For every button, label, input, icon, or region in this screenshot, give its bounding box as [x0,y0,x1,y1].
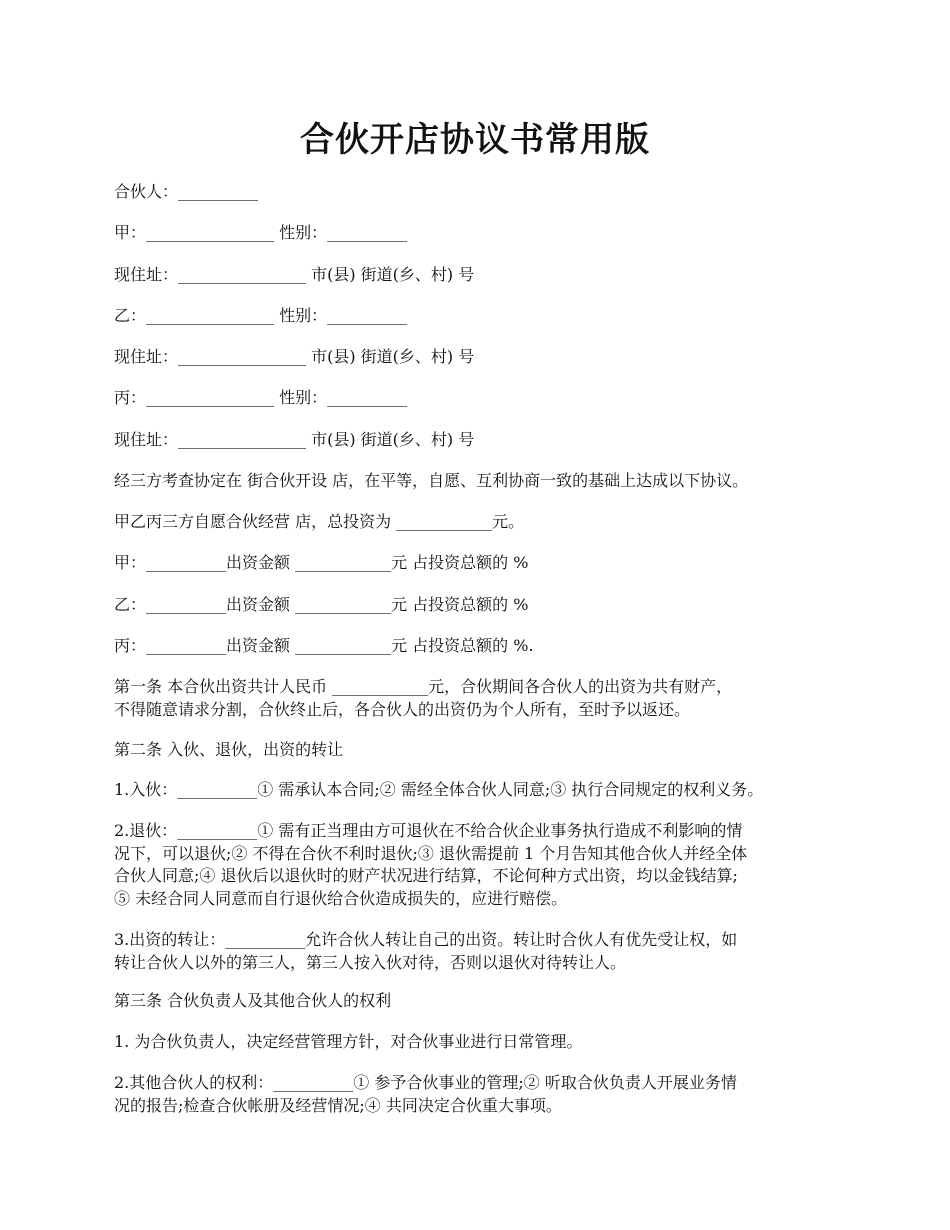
partners-line: 合伙人：__________ [114,182,259,201]
party-c-address: 现住址：________________ 市(县) 街道(乡、村) 号 [114,430,475,449]
document-title: 合伙开店协议书常用版 [300,120,650,160]
party-a-address: 现住址：________________ 市(县) 街道(乡、村) 号 [114,265,475,284]
article-3-heading: 第三条 合伙负责人及其他合伙人的权利 [114,991,392,1010]
party-c-investment: 丙：__________出资金额 ____________元 占投资总额的 %. [114,636,534,655]
article-2-heading: 第二条 入伙、退伙，出资的转让 [114,740,344,759]
party-b-address: 现住址：________________ 市(县) 街道(乡、村) 号 [114,347,475,366]
party-a-line: 甲：________________ 性别：__________ [114,223,408,242]
party-b-line: 乙：________________ 性别：__________ [114,306,408,325]
investment-total: 甲乙丙三方自愿合伙经营 店，总投资为 ____________元。 [114,512,525,531]
party-a-investment: 甲：__________出资金额 ____________元 占投资总额的 % [114,553,529,572]
article-2-transfer: 3.出资的转让：__________允许合伙人转让自己的出资。转让时合伙人有优先受让权，如 转让合伙人以外的第三人，第三人按入伙对待，否则以退伙对待转让人。 [114,930,738,972]
article-2-joining: 1.入伙：__________① 需承认本合同;② 需经全体合伙人同意;③ 执行合同规定的权利义务。 [114,780,764,799]
article-3-manager: 1. 为合伙负责人，决定经营管理方针，对合伙事业进行日常管理。 [114,1032,583,1051]
article-2-withdrawal: 2.退伙：__________① 需有正当理由方可退伙在不给合伙企业事务执行造成不利影响的情 况下，可以退伙;② 不得在合伙不利时退伙;③ 退伙需提前 1 个月告知其他合伙人并经全体 合伙人同意;④ 退伙后以退伙时的财产状况进行结算，不论何种方式出资，均以金钱结算; ⑤ 未经合同人同意而自行退伙给合伙造成损失的，应进行赔偿。 [114,821,748,908]
party-b-investment: 乙：__________出资金额 ____________元 占投资总额的 % [114,595,529,614]
article-3-rights: 2.其他合伙人的权利：__________① 参予合伙事业的管理;② 听取合伙负责人开展业务情 况的报告;检查合伙帐册及经营情况;④ 共同决定合伙重大事项。 [114,1073,737,1115]
party-c-line: 丙：________________ 性别：__________ [114,388,408,407]
intro-paragraph: 经三方考查协定在 街合伙开设 店，在平等，自愿、互利协商一致的基础上达成以下协议。 [114,471,749,490]
article-1: 第一条 本合伙出资共计人民币 ____________元，合伙期间各合伙人的出资为共有财产， 不得随意请求分割，合伙终止后，各合伙人的出资仍为个人所有，至时予以返还。 [114,677,733,719]
